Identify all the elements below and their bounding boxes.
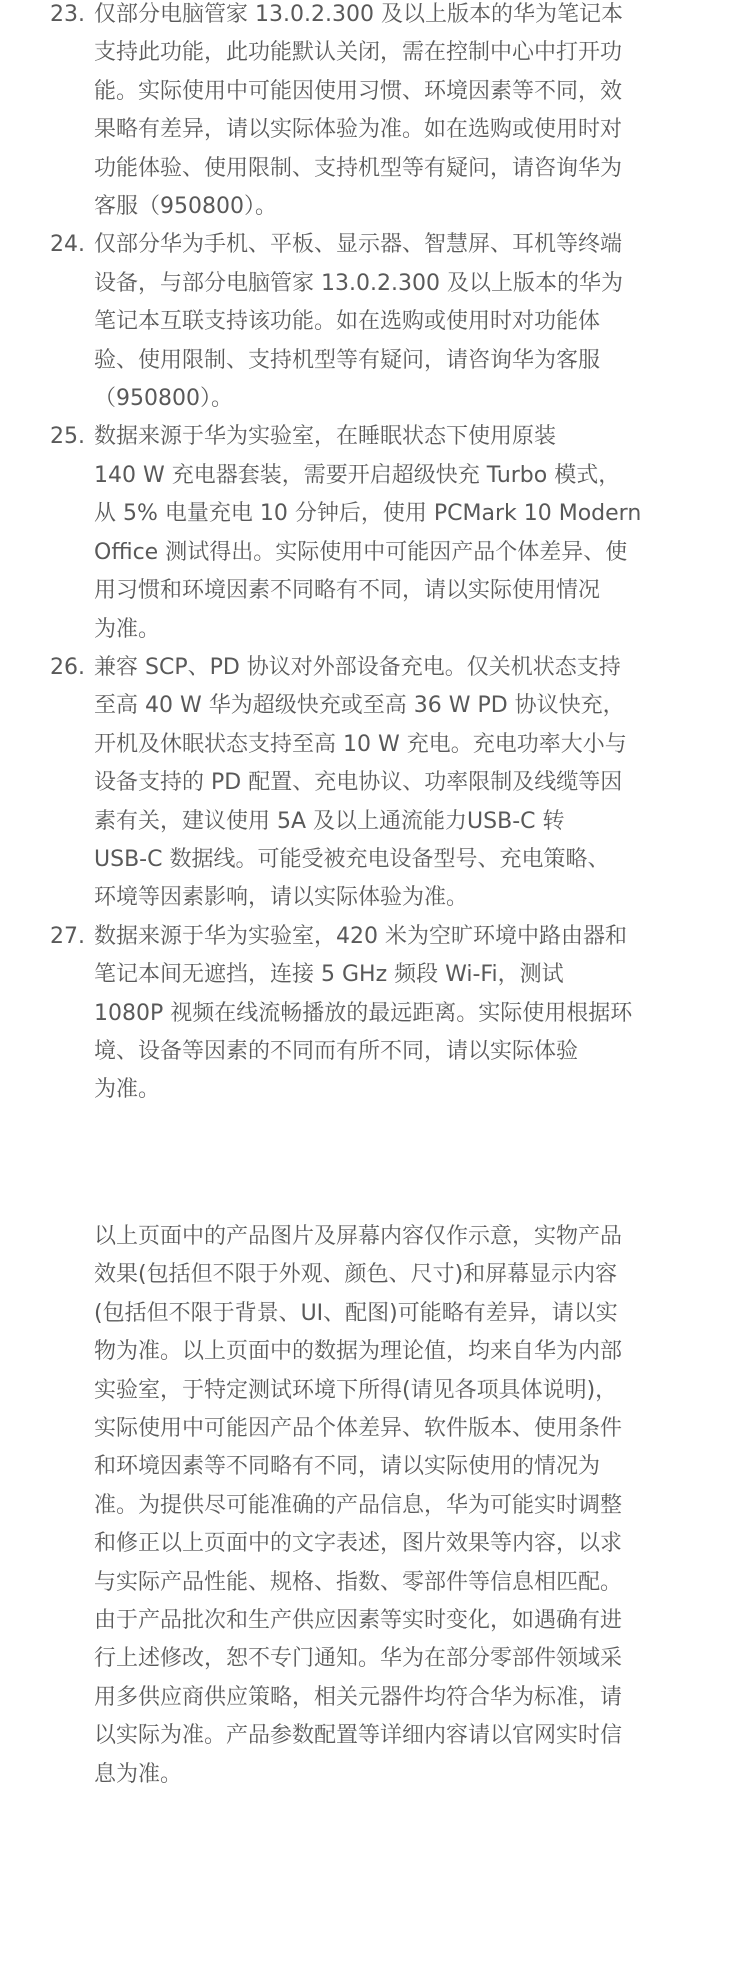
footnote-line: Office 测试得出。实际使用中可能因产品个体差异、使 <box>94 539 628 565</box>
disclaimer-line: 以实际为准。产品参数配置等详细内容请以官网实时信 <box>94 1723 623 1749</box>
footnote-number: 24. <box>50 232 85 258</box>
disclaimer-line: 实验室，于特定测试环境下所得(请见各项具体说明)， <box>94 1377 618 1403</box>
footnote-line: 验、使用限制、支持机型等有疑问，请咨询华为客服 <box>94 347 601 373</box>
footnote-number: 27. <box>50 923 85 949</box>
footnote-text <box>94 918 702 1110</box>
footnote-text <box>94 226 702 418</box>
footnote-line: 用习惯和环境因素不同略有不同，请以实际使用情况 <box>94 578 601 604</box>
footnote-23 <box>0 0 750 226</box>
footnote-line: 笔记本间无遮挡，连接 5 GHz 频段 Wi-Fi，测试 <box>94 962 564 988</box>
disclaimer-line: 用多供应商供应策略，相关元器件均符合华为标准，请 <box>94 1684 623 1710</box>
footnote-line: 客服（950800）。 <box>94 194 277 220</box>
footnote-25 <box>0 418 750 648</box>
footnote-line: 设备支持的 PD 配置、充电协议、功率限制及线缆等因 <box>94 770 623 796</box>
footnote-line: 开机及休眠状态支持至高 10 W 充电。充电功率大小与 <box>94 731 627 757</box>
footnote-number: 25. <box>50 424 85 450</box>
footnote-line: 果略有差异，请以实际体验为准。如在选购或使用时对 <box>94 117 623 143</box>
disclaimer-line: 和修正以上页面中的文字表述，图片效果等内容，以求 <box>94 1531 623 1557</box>
footnote-text <box>94 418 702 648</box>
disclaimer-line: 准。为提供尽可能准确的产品信息，华为可能实时调整 <box>94 1492 623 1518</box>
footnote-text <box>94 649 702 918</box>
footnote-line: 仅部分电脑管家 13.0.2.300 及以上版本的华为笔记本 <box>94 2 623 27</box>
footnote-line: 兼容 SCP、PD 协议对外部设备充电。仅关机状态支持 <box>94 654 621 680</box>
disclaimer-line: 行上述修改，恕不专门通知。华为在部分零部件领域采 <box>94 1646 623 1672</box>
disclaimer-line: 息为准。 <box>94 1761 183 1787</box>
footnote-line: 从 5% 电量充电 10 分钟后，使用 PCMark 10 Modern <box>94 501 642 527</box>
disclaimer-line: 与实际产品性能、规格、指数、零部件等信息相匹配。 <box>94 1569 623 1595</box>
footnote-line: 140 W 充电器套装，需要开启超级快充 Turbo 模式， <box>94 462 621 488</box>
footnote-27 <box>0 918 750 1110</box>
footnote-line: 为准。 <box>94 1077 161 1103</box>
footnote-line: USB-C 数据线。可能受被充电设备型号、充电策略、 <box>94 846 610 872</box>
footnote-line: 至高 40 W 华为超级快充或至高 36 W PD 协议快充， <box>94 693 625 719</box>
footnote-line: 数据来源于华为实验室，在睡眠状态下使用原装 <box>94 424 557 450</box>
footnote-line: 笔记本互联支持该功能。如在选购或使用时对功能体 <box>94 309 601 335</box>
disclaimer-line: 和环境因素等不同略有不同，请以实际使用的情况为 <box>94 1454 601 1480</box>
footnote-line: 设备，与部分电脑管家 13.0.2.300 及以上版本的华为 <box>94 270 623 296</box>
footnote-line: 支持此功能，此功能默认关闭，需在控制中心中打开功 <box>94 40 623 66</box>
disclaimer-paragraph <box>94 1218 704 1794</box>
disclaimer-line: (包括但不限于背景、UI、配图)可能略有差异，请以实 <box>94 1300 618 1326</box>
footnote-line: 能。实际使用中可能因使用习惯、环境因素等不同，效 <box>94 78 623 104</box>
disclaimer-line: 效果(包括但不限于外观、颜色、尺寸)和屏幕显示内容 <box>94 1262 618 1288</box>
footnote-line: 功能体验、使用限制、支持机型等有疑问，请咨询华为 <box>94 155 623 181</box>
footnote-number: 26. <box>50 654 85 680</box>
disclaimer-line: 物为准。以上页面中的数据为理论值，均来自华为内部 <box>94 1339 623 1365</box>
footnote-line: 数据来源于华为实验室，420 米为空旷环境中路由器和 <box>94 923 627 949</box>
footnote-line: （950800）。 <box>94 386 233 412</box>
footnote-number: 23. <box>50 2 85 27</box>
footnote-line: 1080P 视频在线流畅播放的最远距离。实际使用根据环 <box>94 1000 633 1026</box>
footnote-26 <box>0 649 750 918</box>
footnote-line: 为准。 <box>94 616 161 642</box>
footnote-text <box>94 0 702 226</box>
footnote-line: 环境等因素影响，请以实际体验为准。 <box>94 885 469 911</box>
disclaimer-line: 以上页面中的产品图片及屏幕内容仅作示意，实物产品 <box>94 1224 623 1249</box>
disclaimer-line: 由于产品批次和生产供应因素等实时变化，如遇确有进 <box>94 1608 623 1634</box>
footnote-line: 素有关，建议使用 5A 及以上通流能力USB-C 转 <box>94 808 565 834</box>
disclaimer-line: 实际使用中可能因产品个体差异、软件版本、使用条件 <box>94 1416 623 1442</box>
footnote-line: 仅部分华为手机、平板、显示器、智慧屏、耳机等终端 <box>94 232 623 258</box>
footnote-24 <box>0 226 750 418</box>
footnote-line: 境、设备等因素的不同而有所不同，请以实际体验 <box>94 1038 579 1064</box>
